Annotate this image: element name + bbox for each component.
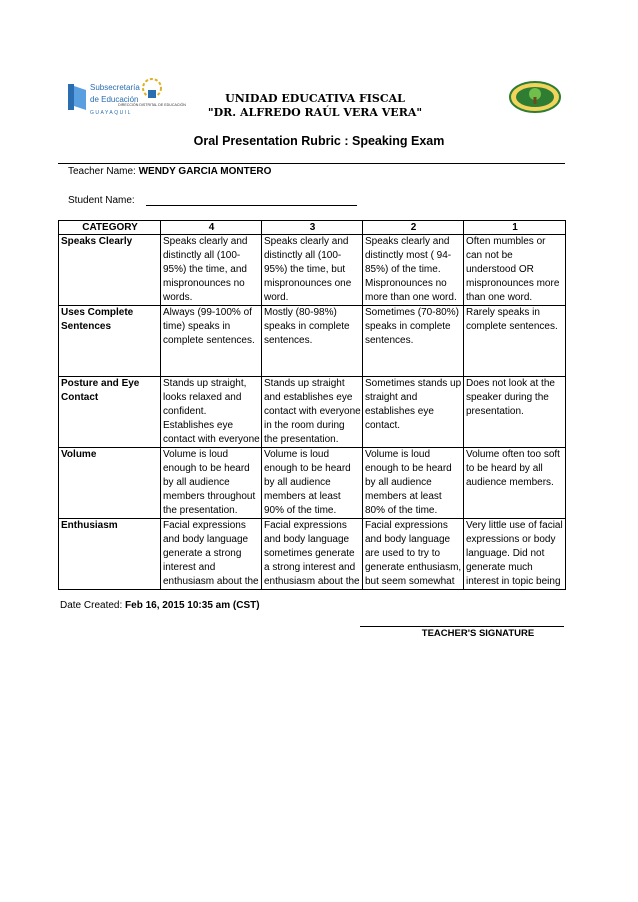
header-4: 4 (161, 221, 262, 235)
signature-line (360, 626, 564, 627)
logo-text-2: de Educación (90, 95, 139, 104)
rubric-cell: Facial expressions and body language generate a strong interest and enthusiasm about the (161, 519, 262, 590)
school-seal-icon (508, 80, 562, 114)
rubric-cell: Mostly (80-98%) speaks in complete sentences. (262, 306, 363, 377)
rubric-cell: Often mumbles or can not be understood OR mispronounces more than one word. (464, 235, 566, 306)
rubric-cell: Stands up straight, looks relaxed and confident. Establishes eye contact with everyone (161, 377, 262, 448)
rubric-cell: Speaks clearly and distinctly most ( 94-85%) of the time. Mispronounces no more than one word. (363, 235, 464, 306)
header-1: 1 (464, 221, 566, 235)
logo-text-3: GUAYAQUIL (90, 110, 132, 116)
header-category: CATEGORY (59, 221, 161, 235)
signature-label: TEACHER'S SIGNATURE (421, 628, 535, 639)
district-emblem-icon (143, 79, 161, 98)
school-name-line2: "DR. ALFREDO RAÚL VERA VERA" (207, 106, 423, 119)
rubric-cell: Volume often too soft to be heard by all audience members. (464, 448, 566, 519)
teacher-label: Teacher Name: (68, 166, 139, 177)
table-row (59, 519, 566, 590)
education-logo (66, 76, 186, 132)
rubric-cell: Speaks clearly and distinctly all (100-95%) the time, and mispronounces no words. (161, 235, 262, 306)
header-row (59, 221, 566, 235)
rubric-cell: Sometimes (70-80%) speaks in complete sentences. (363, 306, 464, 377)
rubric-cell: Volume is loud enough to be heard by all audience members throughout the presentation. (161, 448, 262, 519)
rubric-cell: Speaks clearly and distinctly all (100-95%) the time, but mispronounces one word. (262, 235, 363, 306)
date-label: Date Created: (60, 600, 126, 611)
rubric-cell: Volume is loud enough to be heard by all audience members at least 80% of the time. (363, 448, 464, 519)
category-cell: Uses Complete Sentences (59, 306, 161, 377)
header-divider (58, 163, 565, 164)
header-2: 2 (363, 221, 464, 235)
rubric-cell: Always (99-100% of time) speaks in complete sentences. (161, 306, 262, 377)
date-value: Feb 16, 2015 10:35 am (CST) (125, 600, 260, 611)
table-row (59, 235, 566, 306)
page-title: Oral Presentation Rubric : Speaking Exam (193, 134, 445, 148)
rubric-cell: Very little use of facial expressions or body language. Did not generate much interest in topic being (464, 519, 566, 590)
rubric-table (58, 220, 566, 590)
student-name-line (146, 205, 357, 206)
table-row (59, 377, 566, 448)
category-cell: Speaks Clearly (59, 235, 161, 306)
category-cell: Enthusiasm (59, 519, 161, 590)
header-3: 3 (262, 221, 363, 235)
rubric-cell: Does not look at the speaker during the presentation. (464, 377, 566, 448)
student-label: Student Name: (68, 195, 135, 206)
rubric-cell: Facial expressions and body language sometimes generate a strong interest and enthusiasm about the (262, 519, 363, 590)
date-created (60, 600, 260, 611)
school-name-line1: UNIDAD EDUCATIVA FISCAL (225, 92, 405, 105)
category-cell: Volume (59, 448, 161, 519)
rubric-cell: Rarely speaks in complete sentences. (464, 306, 566, 377)
teacher-name: WENDY GARCIA MONTERO (138, 166, 272, 177)
logo-text-mid: DIRECCIÓN DISTRITAL DE EDUCACIÓN (118, 103, 186, 107)
table-row (59, 448, 566, 519)
category-cell: Posture and Eye Contact (59, 377, 161, 448)
table-row (59, 306, 566, 377)
teacher-name-row (68, 166, 271, 177)
rubric-cell: Facial expressions and body language are used to try to generate enthusiasm, but seem somewhat (363, 519, 464, 590)
logo-text-1: Subsecretaría (90, 83, 140, 92)
rubric-cell: Volume is loud enough to be heard by all audience members at least 90% of the time. (262, 448, 363, 519)
rubric-cell: Sometimes stands up straight and establishes eye contact. (363, 377, 464, 448)
school-header (190, 92, 440, 120)
rubric-cell: Stands up straight and establishes eye contact with everyone in the room during the presentation. (262, 377, 363, 448)
